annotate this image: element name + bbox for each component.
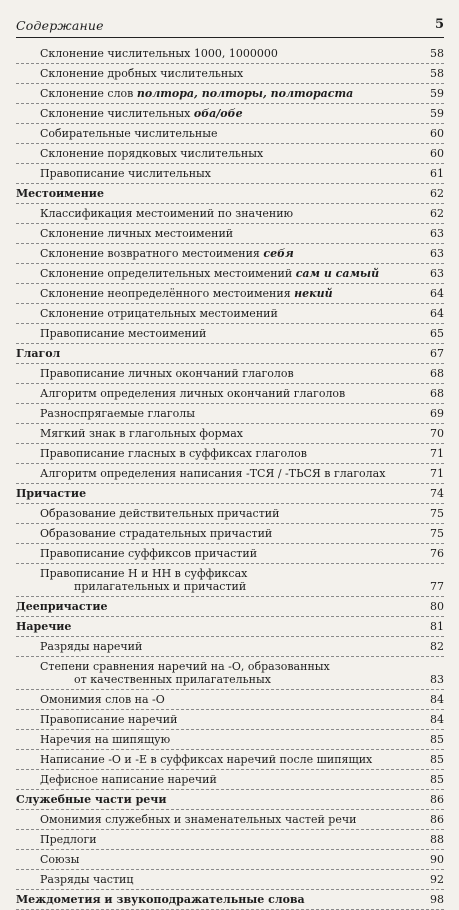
toc-entry-title-line — [40, 67, 243, 80]
toc-subsection-entry — [16, 164, 444, 184]
toc-entry-text: Алгоритм определения личных окончаний глаголов — [40, 387, 346, 400]
toc-subsection-entry — [16, 224, 444, 244]
toc-section-entry — [16, 790, 444, 810]
toc-entry-text: Разноспрягаемые глаголы — [40, 407, 195, 420]
running-header — [16, 16, 444, 42]
toc-entry-page-number: 67 — [430, 347, 444, 360]
toc-entry-text: Собирательные числительные — [40, 127, 218, 140]
toc-entry-text: Омонимия служебных и знаменательных частей речи — [40, 813, 357, 826]
header-rule — [16, 37, 444, 38]
toc-entry-title — [16, 307, 410, 320]
toc-subsection-entry — [16, 244, 444, 264]
toc-entry-title-line — [40, 753, 372, 766]
toc-entry-title — [16, 793, 410, 806]
toc-entry-page-number: 71 — [430, 447, 444, 460]
toc-entry-page-number: 85 — [430, 753, 444, 766]
toc-entry-title-line — [40, 247, 294, 260]
toc-entry-title-line — [40, 207, 293, 220]
toc-subsection-entry — [16, 544, 444, 564]
toc-entry-text: Склонение дробных числительных — [40, 67, 244, 80]
toc-entry-title-line — [40, 567, 247, 580]
toc-entry-title — [16, 567, 410, 593]
toc-entry-text: Причастие — [16, 487, 87, 500]
toc-entry-page-number: 88 — [430, 833, 444, 846]
toc-entry-title-line — [40, 387, 345, 400]
toc-entry-page-number: 68 — [430, 387, 444, 400]
toc-entry-page-number: 63 — [430, 247, 444, 260]
toc-subsection-entry — [16, 564, 444, 597]
toc-entry-title-line — [40, 713, 177, 726]
toc-entry-text: Деепричастие — [16, 600, 108, 613]
toc-entry-page-number: 69 — [430, 407, 444, 420]
toc-entry-title — [16, 167, 410, 180]
toc-subsection-entry — [16, 870, 444, 890]
toc-subsection-entry — [16, 524, 444, 544]
toc-entry-title-line — [16, 620, 71, 633]
toc-subsection-entry — [16, 850, 444, 870]
toc-entry-title — [16, 713, 410, 726]
toc-entry-page-number: 75 — [430, 527, 444, 540]
toc-entry-text: Наречия на шипящую — [40, 733, 171, 746]
toc-entry-title — [16, 813, 410, 826]
toc-entry-text: Склонение слов — [40, 87, 137, 100]
toc-entry-title — [16, 547, 410, 560]
toc-entry-emphasis: оба/обе — [193, 107, 243, 120]
toc-subsection-entry — [16, 284, 444, 304]
toc-entry-title — [16, 87, 410, 100]
toc-subsection-entry — [16, 204, 444, 224]
toc-subsection-entry — [16, 84, 444, 104]
toc-entry-text: Мягкий знак в глагольных формах — [40, 427, 244, 440]
toc-entry-page-number: 70 — [430, 427, 444, 440]
toc-entry-title — [16, 407, 410, 420]
toc-subsection-entry — [16, 464, 444, 484]
toc-entry-title — [16, 467, 410, 480]
toc-entry-title — [16, 660, 410, 686]
toc-entry-page-number: 60 — [430, 127, 444, 140]
toc-section-entry — [16, 617, 444, 637]
toc-entry-page-number: 80 — [430, 600, 444, 613]
toc-entry-title — [16, 367, 410, 380]
toc-entry-page-number: 84 — [430, 693, 444, 706]
toc-entry-title-line — [16, 347, 60, 360]
toc-entry-title-line — [40, 527, 272, 540]
toc-entry-title-line — [40, 287, 333, 300]
toc-entry-title — [16, 347, 410, 360]
toc-subsection-entry — [16, 444, 444, 464]
toc-entry-text: Склонение возвратного местоимения — [40, 247, 264, 260]
toc-entry-title-line — [40, 267, 379, 280]
toc-entry-page-number: 75 — [430, 507, 444, 520]
toc-entry-text: Склонение порядковых числительных — [40, 147, 264, 160]
toc-section-entry — [16, 890, 444, 910]
toc-entry-text: Предлоги — [40, 833, 97, 846]
toc-entry-title — [16, 67, 410, 80]
toc-entry-title-line — [40, 407, 195, 420]
toc-entry-title — [16, 227, 410, 240]
toc-entry-title — [16, 147, 410, 160]
toc-entry-page-number: 83 — [430, 673, 444, 686]
toc-entry-title — [16, 487, 410, 500]
toc-entry-text: Склонение числительных 1000, 1000000 — [40, 47, 278, 60]
toc-entry-title — [16, 753, 410, 766]
toc-entry-title-line — [40, 47, 278, 60]
toc-entry-title-line — [40, 427, 243, 440]
toc-entry-page-number: 77 — [430, 580, 444, 593]
toc-subsection-entry — [16, 424, 444, 444]
toc-entry-title-line — [40, 873, 133, 886]
toc-entry-page-number: 62 — [430, 187, 444, 200]
toc-subsection-entry — [16, 404, 444, 424]
toc-subsection-entry — [16, 64, 444, 84]
toc-entry-page-number: 58 — [430, 47, 444, 60]
toc-entry-page-number: 65 — [430, 327, 444, 340]
toc-entry-text: Склонение личных местоимений — [40, 227, 234, 240]
toc-entry-page-number: 59 — [430, 87, 444, 100]
toc-subsection-entry — [16, 710, 444, 730]
toc-entry-title — [16, 287, 410, 300]
toc-entry-text: Наречие — [16, 620, 72, 633]
toc-subsection-entry — [16, 144, 444, 164]
toc-entry-emphasis: сам и самый — [295, 267, 380, 280]
toc-entry-page-number: 76 — [430, 547, 444, 560]
toc-entry-title-line — [16, 600, 108, 613]
toc-entry-text: Образование страдательных причастий — [40, 527, 273, 540]
toc-entry-text: Правописание числительных — [40, 167, 212, 180]
toc-entry-title — [16, 773, 410, 786]
toc-entry-text: Склонение числительных — [40, 107, 194, 120]
toc-entry-page-number: 82 — [430, 640, 444, 653]
toc-entry-title — [16, 427, 410, 440]
toc-entry-title-line — [40, 127, 218, 140]
toc-entry-title — [16, 387, 410, 400]
toc-entry-page-number: 74 — [430, 487, 444, 500]
toc-entry-text: Степени сравнения наречий на -О, образованных — [40, 660, 330, 673]
toc-entry-title — [16, 47, 410, 60]
toc-subsection-entry — [16, 730, 444, 750]
toc-entry-title-line — [40, 107, 243, 120]
toc-entry-title-line — [16, 487, 86, 500]
toc-entry-text: Написание -О и -Е в суффиксах наречий после шипящих — [40, 753, 373, 766]
toc-entry-title-line — [40, 447, 307, 460]
toc-entry-text: Склонение неопределённого местоимения — [40, 287, 295, 300]
toc-entry-text: Алгоритм определения написания -ТСЯ / -ТЬСЯ в глаголах — [40, 467, 386, 480]
toc-entry-page-number: 98 — [430, 893, 444, 906]
running-header-title: Содержание — [16, 18, 104, 33]
toc-entry-title-line — [40, 87, 353, 100]
toc-entry-title — [16, 247, 410, 260]
toc-entry-title — [16, 873, 410, 886]
toc-entry-page-number: 85 — [430, 733, 444, 746]
toc-entry-title — [16, 853, 410, 866]
toc-entry-title-continuation: от качественных прилагательных — [74, 673, 271, 686]
toc-entry-page-number: 84 — [430, 713, 444, 726]
page-number: 5 — [434, 17, 444, 32]
toc-entry-title-line — [40, 327, 206, 340]
toc-entry-emphasis: полтора, полторы, полтораста — [136, 87, 354, 100]
toc-entry-title-line — [40, 733, 170, 746]
toc-entry-title-line — [40, 833, 97, 846]
toc-entry-title-line — [40, 367, 294, 380]
toc-entry-title — [16, 187, 410, 200]
toc-entry-page-number: 92 — [430, 873, 444, 886]
toc-entry-title-line — [16, 187, 104, 200]
toc-entry-title — [16, 507, 410, 520]
toc-entry-title — [16, 447, 410, 460]
toc-entry-text: Союзы — [40, 853, 80, 866]
toc-entry-title — [16, 207, 410, 220]
toc-subsection-entry — [16, 810, 444, 830]
toc-entry-text: Правописание гласных в суффиксах глаголов — [40, 447, 307, 460]
toc-entry-title-line — [40, 853, 79, 866]
toc-entry-title-line — [40, 660, 330, 673]
toc-entry-page-number: 64 — [430, 287, 444, 300]
toc-entry-title-continuation: прилагательных и причастий — [74, 580, 247, 593]
toc-entry-title-line — [40, 307, 278, 320]
toc-entry-title — [16, 893, 410, 906]
toc-entry-page-number: 63 — [430, 267, 444, 280]
toc-entry-title-line — [40, 147, 263, 160]
toc-section-entry — [16, 484, 444, 504]
toc-entry-title — [16, 127, 410, 140]
toc-entry-text: Правописание Н и НН в суффиксах — [40, 567, 248, 580]
toc-subsection-entry — [16, 770, 444, 790]
toc-entry-text: Разряды наречий — [40, 640, 143, 653]
toc-entry-text: Склонение определительных местоимений — [40, 267, 296, 280]
toc-entry-title-line — [40, 507, 279, 520]
toc-entry-title-line — [40, 640, 142, 653]
toc-subsection-entry — [16, 637, 444, 657]
toc-subsection-entry — [16, 124, 444, 144]
toc-section-entry — [16, 184, 444, 204]
toc-entry-title-line — [40, 167, 211, 180]
toc-entry-page-number: 81 — [430, 620, 444, 633]
toc-entry-title — [16, 327, 410, 340]
toc-entry-page-number: 60 — [430, 147, 444, 160]
toc-subsection-entry — [16, 384, 444, 404]
toc-entry-emphasis: себя — [263, 247, 294, 260]
toc-subsection-entry — [16, 364, 444, 384]
toc-entry-text: Глагол — [16, 347, 61, 360]
toc-entry-text: Междометия и звукоподражательные слова — [16, 893, 305, 906]
toc-subsection-entry — [16, 304, 444, 324]
toc-entry-text: Правописание суффиксов причастий — [40, 547, 258, 560]
toc-entry-text: Местоимение — [16, 187, 104, 200]
toc-entry-text: Правописание наречий — [40, 713, 178, 726]
toc-entry-title — [16, 733, 410, 746]
toc-entry-text: Образование действительных причастий — [40, 507, 280, 520]
toc-entry-page-number: 71 — [430, 467, 444, 480]
toc-entry-text: Дефисное написание наречий — [40, 773, 217, 786]
toc-subsection-entry — [16, 750, 444, 770]
toc-subsection-entry — [16, 264, 444, 284]
toc-entry-title-line — [40, 773, 217, 786]
toc-entry-page-number: 58 — [430, 67, 444, 80]
toc-entry-page-number: 61 — [430, 167, 444, 180]
toc-entry-page-number: 86 — [430, 813, 444, 826]
toc-entry-page-number: 90 — [430, 853, 444, 866]
toc-entry-title-line — [40, 547, 257, 560]
toc-entry-title-line — [16, 893, 305, 906]
toc-entry-page-number: 86 — [430, 793, 444, 806]
toc-entry-text: Омонимия слов на -О — [40, 693, 165, 706]
toc-entry-title-line — [16, 793, 166, 806]
toc-entry-title — [16, 620, 410, 633]
toc-subsection-entry — [16, 324, 444, 344]
toc-entry-title-line — [40, 467, 385, 480]
toc-entry-emphasis: некий — [294, 287, 333, 300]
table-of-contents — [16, 44, 444, 910]
toc-entry-text: Классификация местоимений по значению — [40, 207, 294, 220]
toc-entry-page-number: 59 — [430, 107, 444, 120]
toc-entry-title-line — [40, 813, 356, 826]
toc-section-entry — [16, 344, 444, 364]
toc-subsection-entry — [16, 44, 444, 64]
toc-entry-page-number: 85 — [430, 773, 444, 786]
toc-subsection-entry — [16, 104, 444, 124]
toc-entry-page-number: 63 — [430, 227, 444, 240]
toc-entry-title — [16, 527, 410, 540]
toc-entry-title-line — [40, 227, 233, 240]
toc-subsection-entry — [16, 690, 444, 710]
toc-entry-page-number: 68 — [430, 367, 444, 380]
toc-section-entry — [16, 597, 444, 617]
toc-entry-page-number: 64 — [430, 307, 444, 320]
toc-subsection-entry — [16, 830, 444, 850]
toc-entry-text: Правописание местоимений — [40, 327, 207, 340]
toc-subsection-entry — [16, 657, 444, 690]
toc-entry-title — [16, 107, 410, 120]
toc-entry-text: Служебные части речи — [16, 793, 167, 806]
toc-entry-title — [16, 833, 410, 846]
toc-subsection-entry — [16, 504, 444, 524]
toc-entry-text: Правописание личных окончаний глаголов — [40, 367, 294, 380]
toc-entry-text: Разряды частиц — [40, 873, 134, 886]
toc-entry-page-number: 62 — [430, 207, 444, 220]
toc-entry-title — [16, 267, 410, 280]
toc-entry-title — [16, 640, 410, 653]
toc-entry-text: Склонение отрицательных местоимений — [40, 307, 278, 320]
toc-entry-title — [16, 600, 410, 613]
